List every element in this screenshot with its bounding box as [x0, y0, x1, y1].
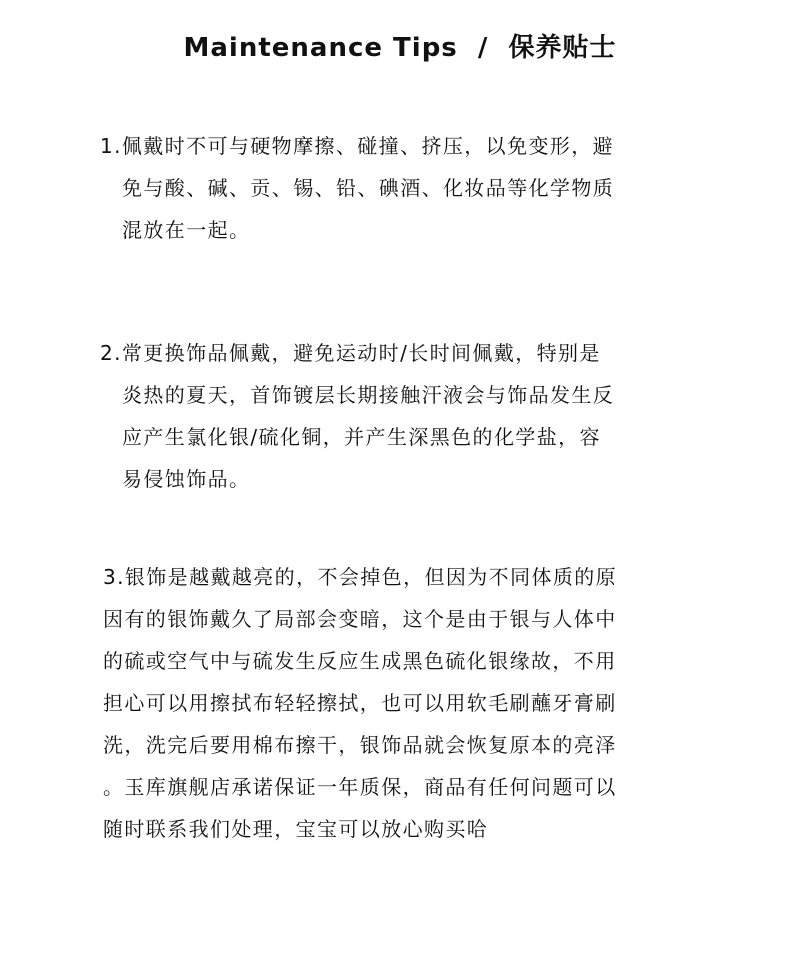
tip-3-line-6: 。玉库旗舰店承诺保证一年质保，商品有任何问题可以: [103, 775, 617, 799]
tip-3-line-7: 随时联系我们处理，宝宝可以放心购买哈: [103, 817, 489, 841]
tip-1-line-3: 混放在一起。: [122, 218, 251, 242]
tip-2-line-4: 易侵蚀饰品。: [122, 467, 251, 491]
page-title: Maintenance Tips / 保养贴士: [183, 33, 617, 63]
tip-3-line-3: 的硫或空气中与硫发生反应生成黑色硫化银缘故，不用: [103, 649, 617, 673]
tip-3-paragraph: [103, 556, 713, 850]
tip-3-line-1: 3.银饰是越戴越亮的，不会掉色，但因为不同体质的原: [103, 565, 618, 589]
tip-2-line-3: 应产生氯化银/硫化铜，并产生深黑色的化学盐，容: [122, 425, 601, 449]
tip-3-line-5: 洗，洗完后要用棉布擦干，银饰品就会恢复原本的亮泽: [103, 733, 617, 757]
tip-2-line-1: 2.常更换饰品佩戴，避免运动时/长时间佩戴，特别是: [100, 341, 601, 365]
tip-3-line-4: 担心可以用擦拭布轻轻擦拭，也可以用软毛刷蘸牙膏刷: [103, 691, 617, 715]
tip-1-line-2: 免与酸、碱、贡、锡、铅、碘酒、化妆品等化学物质: [122, 176, 615, 200]
tip-3-line-2: 因有的银饰戴久了局部会变暗，这个是由于银与人体中: [103, 607, 617, 631]
tip-2-line-2: 炎热的夏天，首饰镀层长期接触汗液会与饰品发生反: [122, 383, 615, 407]
tip-1-paragraph: [100, 125, 710, 251]
tip-1-line-1: 1.佩戴时不可与硬物摩擦、碰撞、挤压，以免变形，避: [100, 134, 615, 158]
tip-2-paragraph: [100, 332, 710, 500]
